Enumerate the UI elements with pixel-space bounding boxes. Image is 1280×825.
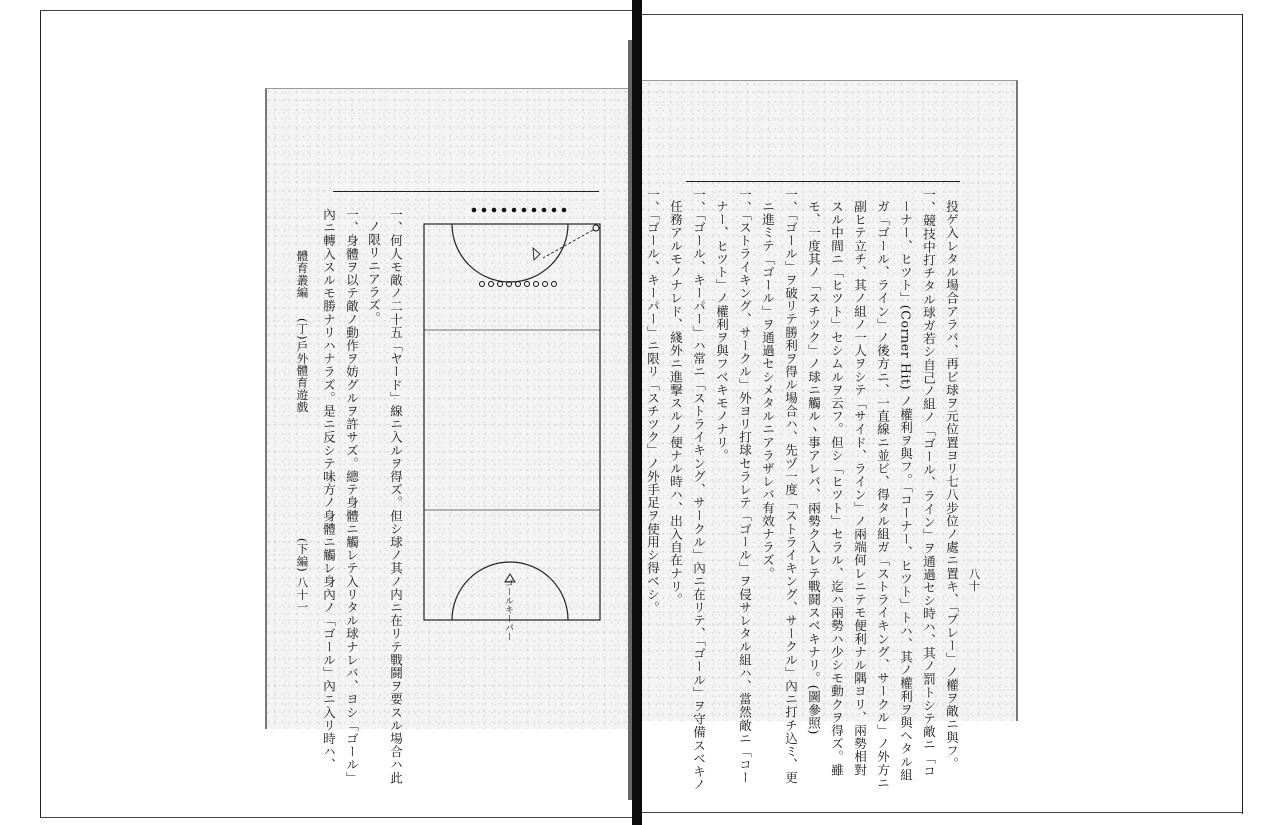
right-paragraph: 一、「ゴール、キーパー」ハ常ニ「ストライキング、サークル」內ニ在リテ、「ゴール」ヲ守備スベキノ	[691, 188, 707, 792]
scan-edge-top-left	[40, 10, 640, 11]
right-paragraph: ガ「ゴール、ライン」ノ後方ニ、一直線ニ並ビ、得タル組ガ「ストライキング、サークル」ノ外方ニ	[875, 200, 891, 790]
circle-edge-players	[480, 282, 557, 287]
right-paragraph: ニ進ミテ「ゴール」ヲ通過セシメタルニアラザレバ有效ナラズ。	[760, 200, 776, 580]
striking-circle-top	[452, 224, 568, 282]
right-paragraph: 投ゲ入レタル場合アラバ、再ビ球ヲ元位置ヨリ七八步位ノ處ニ置キ、「ブレー」ノ權ヲ敵ニ與フ。	[944, 200, 960, 771]
scan-edge-top-right	[640, 14, 1242, 15]
right-paragraph: 任務アルモノナレド、綫外ニ進撃スルノ便ナル時ハ、出入自在ナリ。	[668, 200, 684, 607]
left-header-page: (下編) 八十一	[295, 538, 310, 613]
corner-hit-path	[543, 230, 593, 258]
right-paragraph: 一、「ストライキング、サークル」外ヨリ打球セラレテ「ゴール」ヲ侵サレタル組ハ、當然敵ニ「コー	[737, 188, 753, 785]
hockey-field-diagram	[410, 200, 610, 630]
right-paragraph: スル中間ニ「ヒツト」セシムルヲ云フ。但シ「ヒツト」セラル、迄ハ兩勢ハ少シモ動クヲ得ズ。雖	[829, 200, 845, 777]
book-spine	[632, 0, 642, 825]
left-paragraph: ノ限リニアラズ。	[366, 220, 382, 325]
scan-edge-bottom-left	[40, 817, 640, 818]
right-page-number: 八十	[967, 568, 982, 593]
scan-edge-right	[1242, 14, 1243, 814]
right-paragraph: ナー、ヒツト」ノ權利ヲ與フベキモノナリ。	[714, 200, 730, 462]
goal-line-players	[472, 208, 567, 213]
corner-hitter	[593, 225, 599, 231]
left-paragraph: 一、何人モ敵ノ二十五「ヤード」線ニ入ルヲ得ズ。但シ球ノ其ノ内ニ在リテ戰鬪ヲ要スル場合ハ此	[388, 208, 404, 785]
right-page-top-rule	[686, 181, 960, 182]
left-header-section: (丁)戶外體育遊戲	[295, 318, 310, 413]
right-paragraph: 一、競技中打チタル球ガ若シ自己ノ組ノ「ゴール、ライン」ヲ通過セシ時ハ、其ノ罰トシテ敵ニ「コ	[921, 188, 937, 778]
left-paragraph: 內ニ轉入スルモ勝ナリハナラズ。是ニ反シテ味方ノ身體ニ觸レ身內ノ「ゴール」內ニ入リ時ハ、	[321, 208, 337, 772]
ball-marker	[533, 248, 540, 260]
left-header-series: 體育叢編	[295, 250, 310, 299]
scan-edge-left	[40, 10, 41, 818]
left-paragraph: 一、身體ヲ以テ敵ノ動作ヲ妨グルヲ許サズ。總テ身體ニ觸レテ入リタル球ナレバ、ヨシ「ゴール」	[344, 208, 360, 785]
goalkeeper-label: ゴールキーパー	[503, 578, 513, 641]
scan-edge-bottom-right	[640, 812, 1242, 813]
left-page-top-rule	[333, 191, 599, 192]
right-paragraph: モ、一度其ノ「スチツク」ノ球ニ觸ルヽ事アレバ、兩勢ク入レテ戰鬪スベキナリ。(圖參照)	[806, 200, 822, 735]
right-paragraph: 副ヒテ立チ、其ノ組ノ一人ヲシテ「サイド、ライン」ノ兩端何レニテモ便利ナル隅ヨリ、兩勢相對	[852, 200, 868, 777]
right-paragraph: 一、「ゴール」ヲ破リテ勝利ヲ得ル場合ハ、先ヅ一度「ストライキング、サークル」內ニ打チ込ミ、更	[783, 188, 799, 785]
field-boundary	[424, 224, 600, 620]
right-paragraph: 一、「ゴール、キーパー」ニ限リ「スチツク」ノ外手足ヲ使用シ得ベシ。	[645, 188, 661, 615]
right-paragraph: ーナー、ヒツト」(Corner Hit) ノ權利ヲ與フ。「コーナー、ヒツト」トハ、其ノ權利ヲ與ヘタル組	[898, 200, 914, 782]
